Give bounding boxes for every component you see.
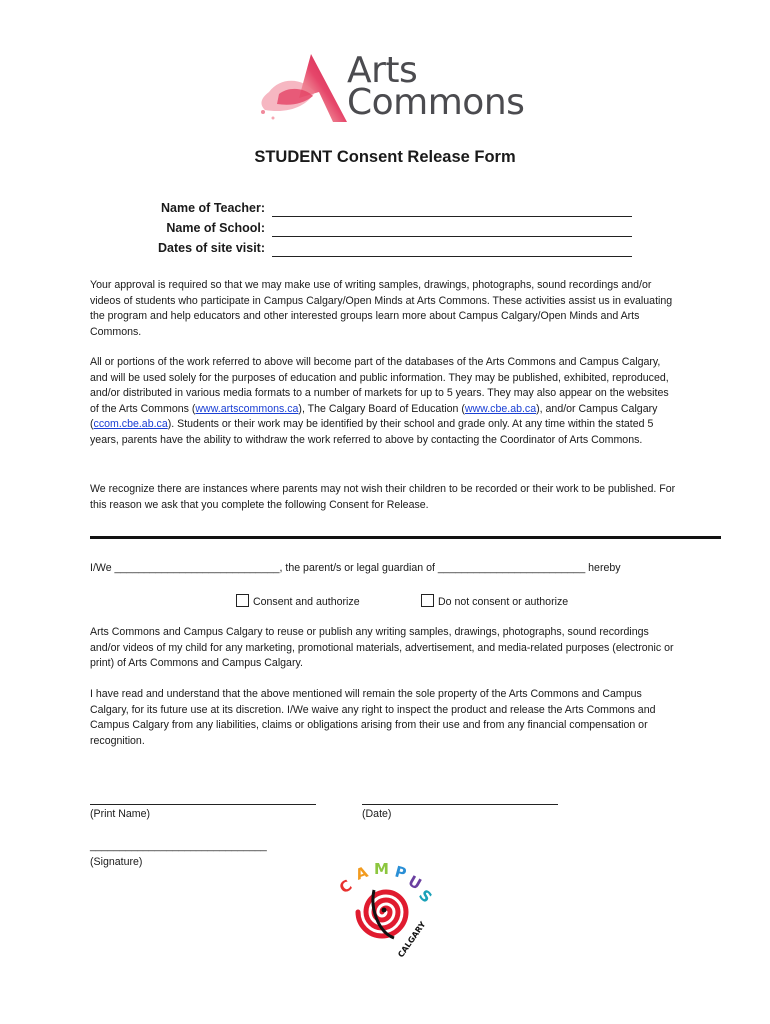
no-consent-option[interactable] — [421, 594, 568, 608]
paragraph-text: ). Students or their work may be identified by their school and grade only. At any time within the stated 5 years, parents have the ability to withdraw the work referred to above by contacting the Coordinator of Arts Commons. — [90, 418, 654, 446]
section-divider — [90, 536, 721, 539]
consent-checkbox[interactable] — [236, 594, 249, 607]
paragraph-text: ), and/or Campus Calgary ( — [90, 402, 658, 431]
logo-text-arts: Arts — [347, 50, 418, 91]
arts-commons-logo — [255, 48, 525, 128]
campus-letter-p: P — [392, 862, 409, 883]
no-consent-checkbox[interactable] — [421, 594, 434, 607]
campus-calgary-logo-graphic — [336, 860, 436, 960]
paragraph-text: ), The Calgary Board of Education ( — [298, 402, 465, 415]
campus-letter-u: U — [405, 871, 425, 894]
print-name-field[interactable] — [90, 804, 316, 805]
paragraph-reuse: Arts Commons and Campus Calgary to reuse or publish any writing samples, drawings, photographs, sound recordings and/or videos of my child for any marketing, promotional materials, advertisement, and media-related purposes (electronic or print) of Arts Commons and Campus Calgary. — [90, 626, 674, 670]
school-label: Name of School: — [166, 221, 265, 235]
paragraph-approval: Your approval is required so that we may make use of writing samples, drawings, photographs, sound recordings and/or videos of students who participate in Campus Calgary/Open Minds at Arts Commons. These activities assist us in evaluating the program and help educators and other interested groups learn more about Campus Calgary/Open Minds and Arts Commons. — [90, 279, 673, 338]
paragraph-property: I have read and understand that the above mentioned will remain the sole property of the Arts Commons and Campus Calgary, for its future use at its discretion. I/We waive any right to inspect the product and release the Arts Commons and Campus Calgary from any liabilities, claims or obligations arising from their use and from any financial compensation or recognition. — [90, 688, 656, 747]
consent-label: Consent and authorize — [253, 596, 360, 608]
paragraph-text: All or portions of the work referred to above will become part of the databases of the Arts Commons and Campus Calgary, and will be used solely for the purposes of education and public information. They may be published, exhibited, reproduced, and/or distributed in various media formats to a number of markets for up to 5 years. They may also appear on the websites of the Arts Commons ( — [90, 356, 669, 415]
link-ccom[interactable]: ccom.cbe.ab.ca — [93, 418, 168, 431]
no-consent-label: Do not consent or authorize — [438, 596, 569, 608]
print-name-label: (Print Name) — [90, 808, 151, 820]
page-title: STUDENT Consent Release Form — [254, 148, 516, 166]
date-field[interactable] — [362, 804, 558, 805]
paragraph-recognize: We recognize there are instances where parents may not wish their children to be recorded or their work to be published. For this reason we ask that you complete the following Consent for Release. — [90, 483, 676, 511]
visit-dates-field[interactable] — [272, 256, 632, 257]
signature-field[interactable]: ______________________________ — [90, 840, 267, 852]
campus-letter-a: A — [353, 862, 371, 884]
signature-label: (Signature) — [90, 856, 143, 868]
campus-letter-m: M — [374, 860, 389, 878]
teacher-label: Name of Teacher: — [161, 201, 265, 215]
campus-letter-c: C — [336, 876, 356, 898]
link-artscommons[interactable]: www.artscommons.ca — [195, 402, 299, 415]
school-name-field[interactable] — [272, 236, 632, 237]
logo-text-commons: Commons — [347, 82, 525, 123]
link-cbe[interactable]: www.cbe.ab.ca — [464, 402, 537, 415]
paragraph-databases — [90, 355, 680, 449]
campus-letter-s: S — [415, 886, 436, 907]
arts-commons-logo-mark — [255, 48, 355, 128]
campus-calgary-logo — [336, 860, 436, 960]
teacher-name-field[interactable] — [272, 216, 632, 217]
guardian-line[interactable]: I/We ____________________________, the parent/s or legal guardian of _________________________ hereby — [90, 562, 621, 574]
consent-option[interactable] — [236, 594, 360, 608]
calgary-text: CALGARY — [396, 920, 428, 960]
date-label: (Date) — [362, 808, 392, 820]
visit-dates-label: Dates of site visit: — [158, 241, 265, 255]
